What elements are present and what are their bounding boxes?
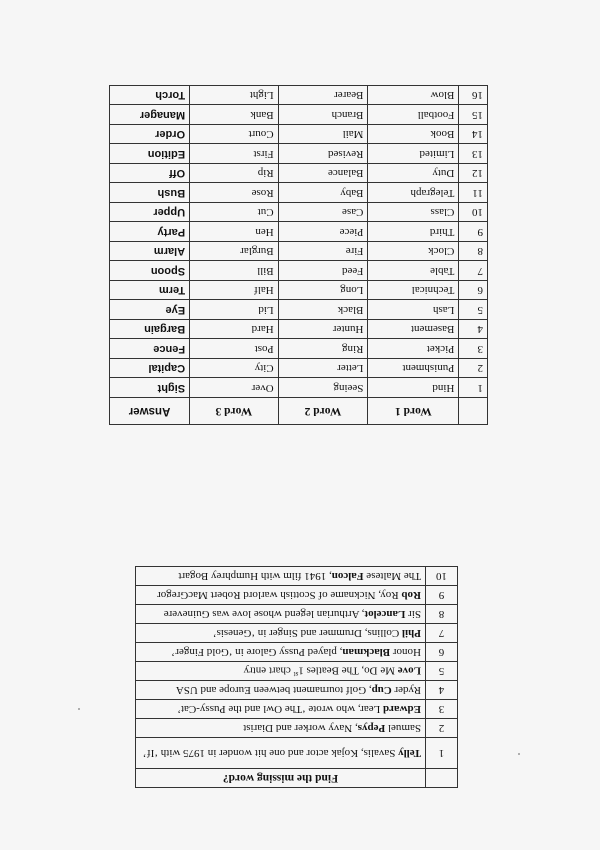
word-3-cell: Light <box>190 86 279 106</box>
table-row <box>136 643 458 662</box>
word-3-cell: City <box>190 359 279 379</box>
table-row <box>110 378 488 398</box>
word-1-cell: Clock <box>368 242 459 262</box>
scan-speck <box>78 708 80 710</box>
word-1-cell: Third <box>368 222 459 242</box>
missing-word: Falcon <box>331 570 364 583</box>
word-1-cell: Blow <box>368 86 459 106</box>
clue-tail: chart entry <box>243 664 294 677</box>
word-association-table <box>109 85 488 425</box>
word-3-cell: Bank <box>190 105 279 125</box>
missing-word: Lancelot <box>364 608 406 621</box>
word-1-cell: Technical <box>368 281 459 301</box>
scan-speck <box>518 753 520 755</box>
word-1-cell: Book <box>368 125 459 145</box>
clue-text <box>136 586 426 605</box>
clue-suffix: Lear, who wrote ‘The Owl and the Pussy-Cat’ <box>177 703 384 716</box>
clue-suffix: , Arthurian legend whose love was Guinevere <box>163 608 365 621</box>
table-row <box>110 281 488 301</box>
missing-word: Cup <box>371 684 392 697</box>
table-row <box>110 203 488 223</box>
answer-cell: Alarm <box>110 242 190 262</box>
row-number: 7 <box>459 261 488 281</box>
clue-prefix: Honor <box>390 646 421 659</box>
word-3-cell: Cut <box>190 203 279 223</box>
answer-cell: Party <box>110 222 190 242</box>
clue-suffix: Roy, Nickname of Scottish warlord Robert MacGregor <box>157 589 402 602</box>
table-row <box>136 700 458 719</box>
answer-cell: Order <box>110 125 190 145</box>
word-3-cell: Over <box>190 378 279 398</box>
clue-prefix: Sir <box>405 608 421 621</box>
word-2-cell: Balance <box>278 164 368 184</box>
clue-suffix: , Golf tournament between Europe and USA <box>175 684 372 697</box>
word-2-cell: Mail <box>278 125 368 145</box>
word-2-cell: Letter <box>278 359 368 379</box>
word-table-header-row <box>110 398 488 425</box>
clue-suffix: Savalis, Kojak actor and one hit wonder in 1975 with ‘If’ <box>142 747 399 760</box>
word-2-cell: Feed <box>278 261 368 281</box>
word-1-cell: Duty <box>368 164 459 184</box>
table-row <box>110 300 488 320</box>
word-3-cell: First <box>190 144 279 164</box>
answer-cell: Off <box>110 164 190 184</box>
answer-cell: Capital <box>110 359 190 379</box>
clue-number: 1 <box>425 738 457 769</box>
word-3-cell: Rose <box>190 183 279 203</box>
table-row <box>136 624 458 643</box>
word-2-cell: Fire <box>278 242 368 262</box>
answer-cell: Term <box>110 281 190 301</box>
word-3-cell: Hen <box>190 222 279 242</box>
table-row <box>110 105 488 125</box>
clue-text <box>136 681 426 700</box>
clue-text <box>136 719 426 738</box>
word-1-cell: Picket <box>368 339 459 359</box>
word-3-cell: Lid <box>190 300 279 320</box>
answer-cell: Sight <box>110 378 190 398</box>
answer-cell: Manager <box>110 105 190 125</box>
row-number: 15 <box>459 105 488 125</box>
word-3-cell: Court <box>190 125 279 145</box>
table-row <box>136 738 458 769</box>
missing-word: Telly <box>398 747 421 760</box>
answer-cell: Edition <box>110 144 190 164</box>
ordinal-suffix: st <box>293 670 299 679</box>
clue-suffix: , Navy worker and Diarist <box>243 722 358 735</box>
word-1-cell: Table <box>368 261 459 281</box>
clue-text <box>136 643 426 662</box>
clue-number: 10 <box>425 567 457 586</box>
word-2-cell: Ring <box>278 339 368 359</box>
clue-text <box>136 738 426 769</box>
clue-prefix: The Maltese <box>363 570 421 583</box>
table-row <box>110 86 488 106</box>
answer-cell: Bargain <box>110 320 190 340</box>
table-row <box>110 242 488 262</box>
word-2-cell: Piece <box>278 222 368 242</box>
row-number: 6 <box>459 281 488 301</box>
answer-cell: Bush <box>110 183 190 203</box>
clue-number: 6 <box>425 643 457 662</box>
clue-text <box>136 605 426 624</box>
title-num-cell <box>425 769 457 788</box>
table-row <box>110 144 488 164</box>
clue-number: 8 <box>425 605 457 624</box>
word-table-body <box>110 86 488 398</box>
table-row <box>110 164 488 184</box>
word-3-cell: Post <box>190 339 279 359</box>
clue-suffix: Collins, Drummer and Singer in ‘Genesis’ <box>212 627 402 640</box>
clue-number: 4 <box>425 681 457 700</box>
word-2-cell: Hunter <box>278 320 368 340</box>
row-number: 5 <box>459 300 488 320</box>
word-2-cell: Seeing <box>278 378 368 398</box>
clue-suffix: Me Do, The Beatles 1 <box>298 664 398 677</box>
missing-word-title-row <box>136 769 458 788</box>
clue-text <box>136 662 426 681</box>
table-row <box>110 261 488 281</box>
word-3-cell: Bill <box>190 261 279 281</box>
clue-text <box>136 624 426 643</box>
answer-cell: Fence <box>110 339 190 359</box>
word-2-cell: Baby <box>278 183 368 203</box>
table-row <box>136 719 458 738</box>
word-2-cell: Branch <box>278 105 368 125</box>
row-number: 16 <box>459 86 488 106</box>
table-row <box>110 320 488 340</box>
missing-word-table-body <box>136 567 458 788</box>
answer-cell: Eye <box>110 300 190 320</box>
row-number: 3 <box>459 339 488 359</box>
header-word-1: Word 1 <box>368 398 459 425</box>
word-3-cell: Burglar <box>190 242 279 262</box>
missing-word: Love <box>397 664 421 677</box>
word-1-cell: Telegraph <box>368 183 459 203</box>
word-3-cell: Hard <box>190 320 279 340</box>
table-row <box>110 125 488 145</box>
word-1-cell: Class <box>368 203 459 223</box>
missing-word: Edward <box>383 703 421 716</box>
clue-number: 7 <box>425 624 457 643</box>
word-2-cell: Bearer <box>278 86 368 106</box>
table-row <box>110 222 488 242</box>
row-number: 12 <box>459 164 488 184</box>
missing-word-title: Find the missing word? <box>136 769 426 788</box>
word-3-cell: Rip <box>190 164 279 184</box>
row-number: 11 <box>459 183 488 203</box>
row-number: 10 <box>459 203 488 223</box>
missing-word: Pepys <box>357 722 386 735</box>
row-number: 9 <box>459 222 488 242</box>
table-row <box>110 183 488 203</box>
row-number: 2 <box>459 359 488 379</box>
missing-word: Phil <box>402 627 421 640</box>
row-number: 14 <box>459 125 488 145</box>
word-2-cell: Black <box>278 300 368 320</box>
word-1-cell: Limited <box>368 144 459 164</box>
clue-number: 3 <box>425 700 457 719</box>
missing-word: Blackman <box>342 646 391 659</box>
table-row <box>136 567 458 586</box>
word-1-cell: Football <box>368 105 459 125</box>
missing-word: Rob <box>401 589 421 602</box>
table-row <box>136 681 458 700</box>
word-2-cell: Revised <box>278 144 368 164</box>
word-3-cell: Half <box>190 281 279 301</box>
row-number: 13 <box>459 144 488 164</box>
table-row <box>136 605 458 624</box>
word-2-cell: Long <box>278 281 368 301</box>
table-row <box>110 339 488 359</box>
clue-text <box>136 567 426 586</box>
row-number: 1 <box>459 378 488 398</box>
word-2-cell: Case <box>278 203 368 223</box>
header-num <box>459 398 488 425</box>
clue-number: 9 <box>425 586 457 605</box>
table-row <box>136 662 458 681</box>
clue-text <box>136 700 426 719</box>
clue-suffix: , 1941 film with Humphrey Bogart <box>178 570 332 583</box>
word-1-cell: Punishment <box>368 359 459 379</box>
header-answer: Answer <box>110 398 190 425</box>
table-row <box>136 586 458 605</box>
word-1-cell: Lash <box>368 300 459 320</box>
header-word-3: Word 3 <box>190 398 279 425</box>
answer-cell: Torch <box>110 86 190 106</box>
clue-suffix: , played Pussy Galore in ‘Gold Finger’ <box>171 646 343 659</box>
answer-cell: Upper <box>110 203 190 223</box>
row-number: 4 <box>459 320 488 340</box>
clue-number: 2 <box>425 719 457 738</box>
header-word-2: Word 2 <box>278 398 368 425</box>
missing-word-table <box>135 566 458 788</box>
word-1-cell: Hind <box>368 378 459 398</box>
table-row <box>110 359 488 379</box>
word-1-cell: Basement <box>368 320 459 340</box>
clue-prefix: Ryder <box>391 684 421 697</box>
row-number: 8 <box>459 242 488 262</box>
clue-number: 5 <box>425 662 457 681</box>
answer-cell: Spoon <box>110 261 190 281</box>
clue-prefix: Samuel <box>385 722 421 735</box>
